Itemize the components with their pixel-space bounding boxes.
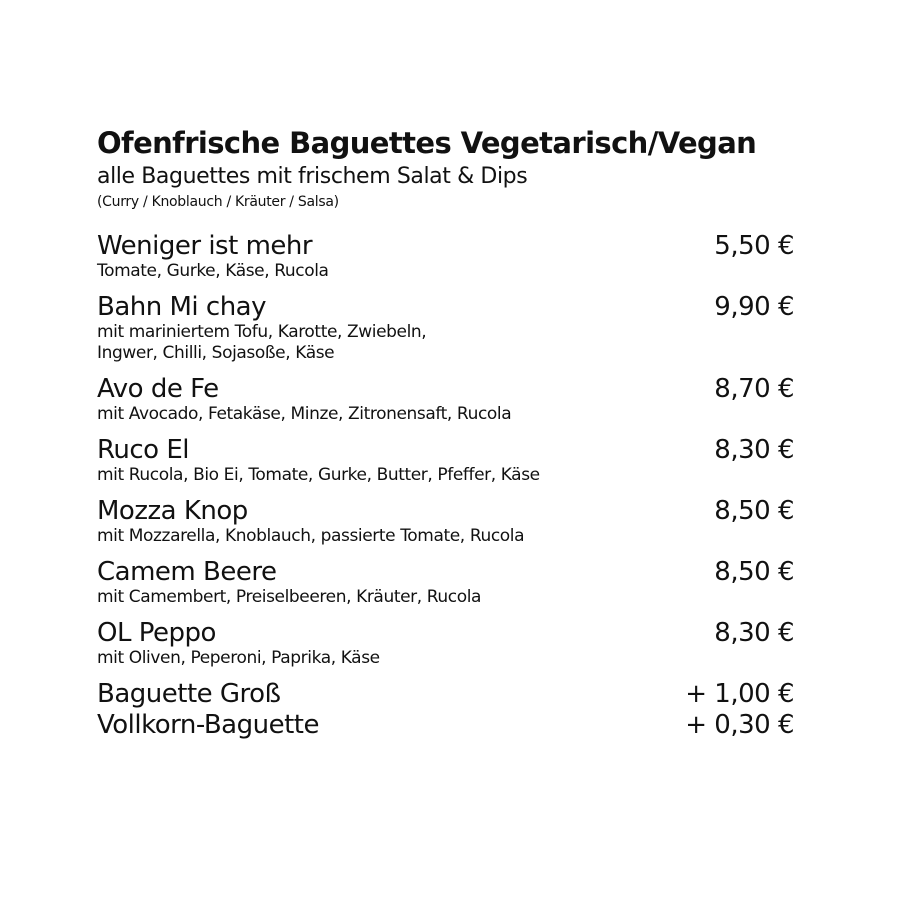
menu-item (97, 496, 794, 547)
menu-item (97, 231, 794, 282)
item-description: mit mariniertem Tofu, Karotte, Zwiebeln, (97, 322, 427, 342)
item-description: Tomate, Gurke, Käse, Rucola (97, 261, 329, 281)
item-price: 8,50 € (714, 557, 794, 587)
item-name: Weniger ist mehr (97, 231, 313, 261)
extras-list (97, 679, 794, 741)
item-description: Ingwer, Chilli, Sojasoße, Käse (97, 343, 335, 363)
item-price: 9,90 € (714, 292, 794, 322)
extra-item (97, 710, 794, 741)
item-name: Bahn Mi chay (97, 292, 267, 322)
item-name: Avo de Fe (97, 374, 219, 404)
extra-price: + 0,30 € (685, 710, 794, 740)
item-description: mit Mozzarella, Knoblauch, passierte Tomate, Rucola (97, 526, 525, 546)
item-price: 8,50 € (714, 496, 794, 526)
item-price: 5,50 € (714, 231, 794, 261)
item-description: mit Avocado, Fetakäse, Minze, Zitronensaft, Rucola (97, 404, 512, 424)
extra-item (97, 679, 794, 710)
item-price: 8,30 € (714, 435, 794, 465)
menu-item (97, 374, 794, 425)
item-description: mit Rucola, Bio Ei, Tomate, Gurke, Butter, Pfeffer, Käse (97, 465, 540, 485)
item-name: Mozza Knop (97, 496, 248, 526)
menu-item (97, 292, 794, 364)
menu-subtitle: alle Baguettes mit frischem Salat & Dips (97, 164, 528, 189)
extra-price: + 1,00 € (685, 679, 794, 709)
item-name: OL Peppo (97, 618, 216, 648)
menu-items (97, 231, 794, 669)
menu-item (97, 557, 794, 608)
item-description: mit Oliven, Peperoni, Paprika, Käse (97, 648, 380, 668)
item-name: Ruco El (97, 435, 189, 465)
menu-title: Ofenfrische Baguettes Vegetarisch/Vegan (97, 126, 757, 160)
menu-card (97, 126, 794, 741)
item-price: 8,70 € (714, 374, 794, 404)
menu-item (97, 618, 794, 669)
dips-note: (Curry / Knoblauch / Kräuter / Salsa) (97, 194, 339, 210)
extra-name: Baguette Groß (97, 679, 281, 709)
item-price: 8,30 € (714, 618, 794, 648)
menu-item (97, 435, 794, 486)
extra-name: Vollkorn-Baguette (97, 710, 319, 740)
item-description: mit Camembert, Preiselbeeren, Kräuter, Rucola (97, 587, 482, 607)
item-name: Camem Beere (97, 557, 277, 587)
